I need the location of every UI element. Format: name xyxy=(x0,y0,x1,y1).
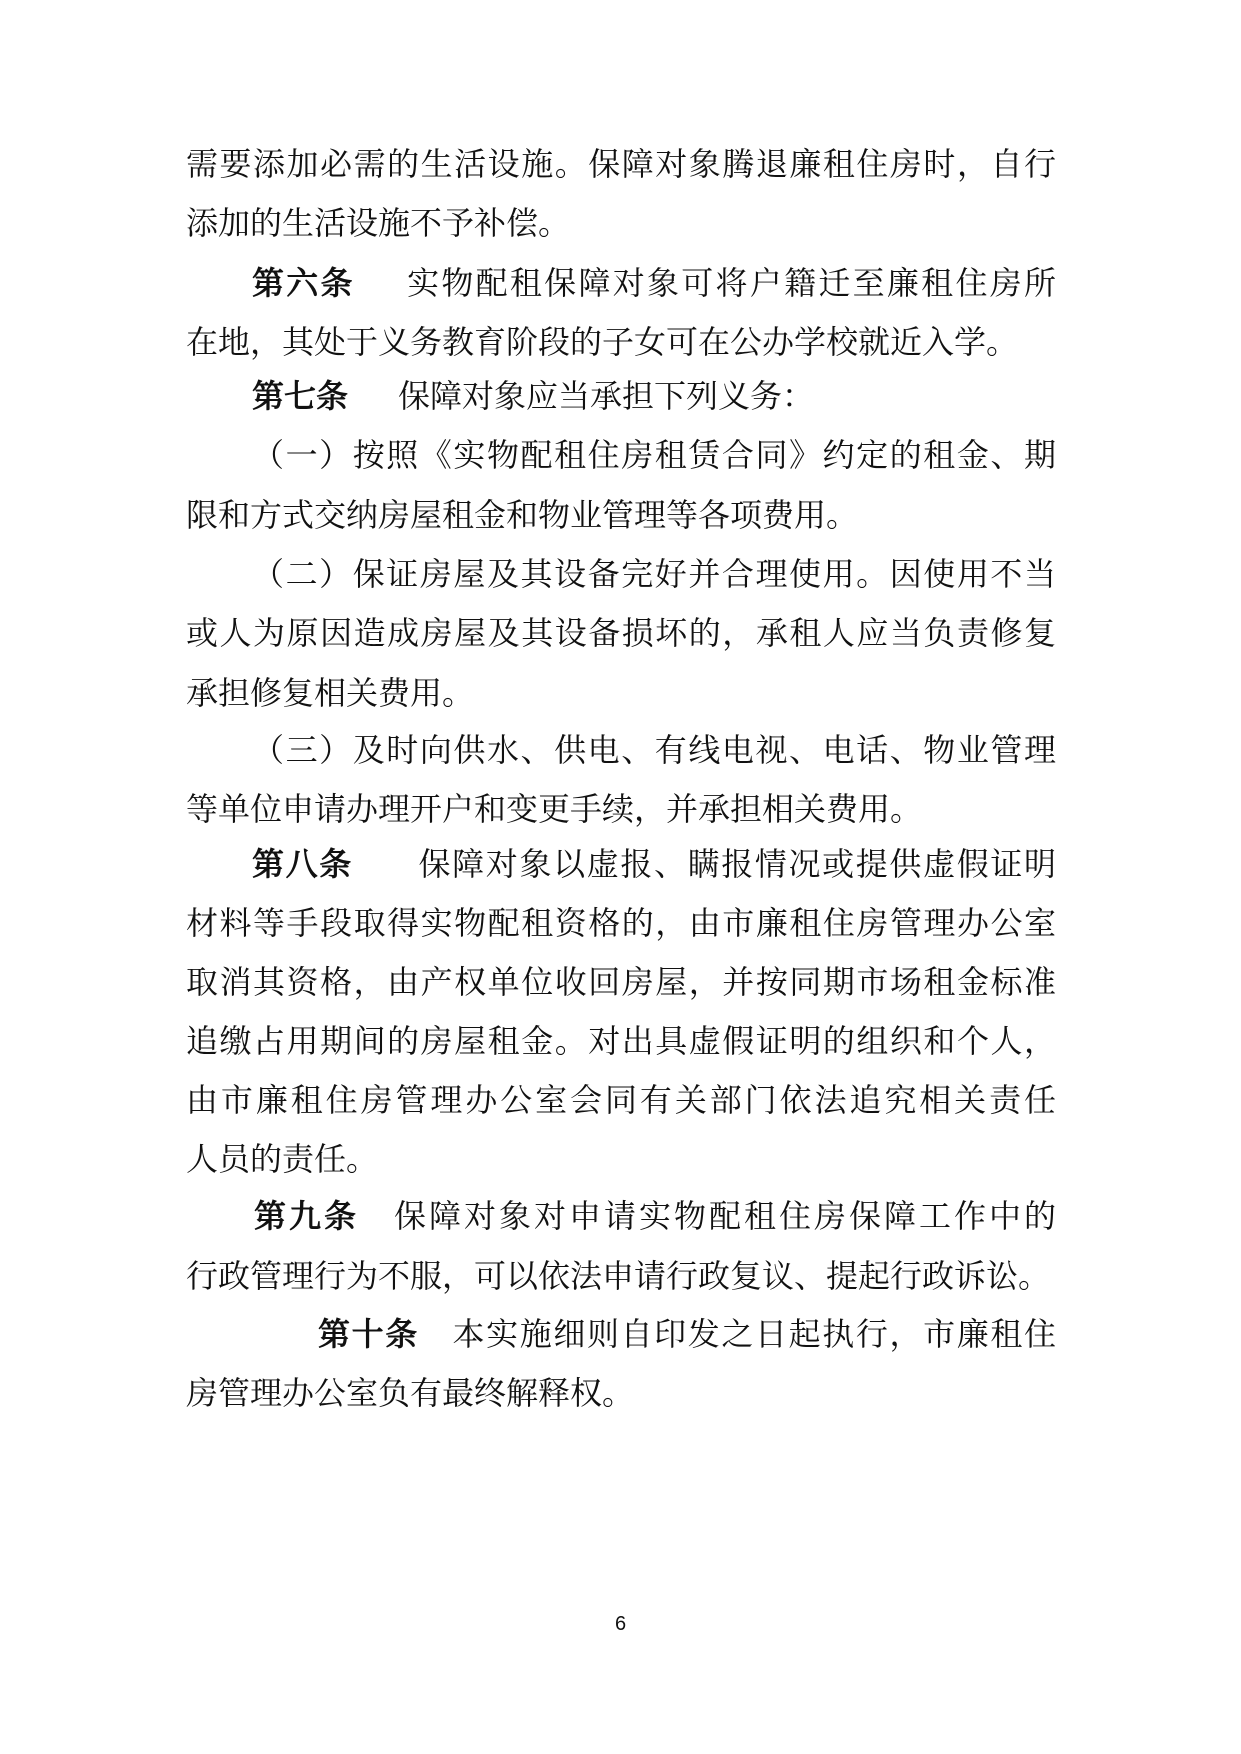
paragraph-line: 材料等手段取得实物配租资格的，由市廉租住房管理办公室 xyxy=(186,904,1056,942)
paragraph-line: （三）及时向供水、供电、有线电视、电话、物业管理 xyxy=(252,731,1056,769)
paragraph-line: 添加的生活设施不予补偿。 xyxy=(186,204,571,242)
article-8-line xyxy=(252,831,1056,897)
article-8-text: 保障对象以虚报、瞒报情况或提供虚假证明 xyxy=(416,845,1056,883)
paragraph-line: 需要添加必需的生活设施。保障对象腾退廉租住房时，自行 xyxy=(186,145,1056,183)
article-6-line xyxy=(252,250,1056,316)
paragraph-line: 房管理办公室负有最终解释权。 xyxy=(186,1374,635,1412)
paragraph-line: 在地，其处于义务教育阶段的子女可在公办学校就近入学。 xyxy=(186,323,1019,361)
article-9-heading: 第九条 xyxy=(254,1197,359,1235)
paragraph-line: 承担修复相关费用。 xyxy=(186,674,475,712)
article-10-line xyxy=(318,1301,1056,1367)
paragraph-line: 由市廉租住房管理办公室会同有关部门依法追究相关责任 xyxy=(186,1081,1056,1119)
paragraph-line: 限和方式交纳房屋租金和物业管理等各项费用。 xyxy=(186,496,859,534)
article-9-text: 保障对象对申请实物配租住房保障工作中的 xyxy=(391,1197,1056,1235)
paragraph-line: （二）保证房屋及其设备完好并合理使用。因使用不当 xyxy=(252,555,1056,593)
article-8-heading: 第八条 xyxy=(252,845,353,883)
paragraph-line: （一）按照《实物配租住房租赁合同》约定的租金、期 xyxy=(252,436,1056,474)
article-10-heading: 第十条 xyxy=(318,1315,419,1353)
paragraph-line: 行政管理行为不服，可以依法申请行政复议、提起行政诉讼。 xyxy=(186,1257,1051,1295)
paragraph-line: 等单位申请办理开户和变更手续，并承担相关费用。 xyxy=(186,790,923,828)
page-number: 6 xyxy=(614,1613,627,1635)
article-7-line xyxy=(252,363,1056,429)
paragraph-line: 人员的责任。 xyxy=(186,1140,379,1178)
article-6-text: 实物配租保障对象可将户籍迁至廉租住房所 xyxy=(404,264,1056,302)
article-7-text: 保障对象应当承担下列义务： xyxy=(398,377,815,415)
article-6-heading: 第六条 xyxy=(252,264,355,302)
article-10-text: 本实施细则自印发之日起执行，市廉租住 xyxy=(450,1315,1056,1353)
paragraph-line: 追缴占用期间的房屋租金。对出具虚假证明的组织和个人， xyxy=(186,1022,1056,1060)
article-9-line xyxy=(254,1183,1056,1249)
paragraph-line: 取消其资格，由产权单位收回房屋，并按同期市场租金标准 xyxy=(186,963,1056,1001)
paragraph-line: 或人为原因造成房屋及其设备损坏的，承租人应当负责修复 xyxy=(186,614,1056,652)
article-7-heading: 第七条 xyxy=(252,377,349,415)
